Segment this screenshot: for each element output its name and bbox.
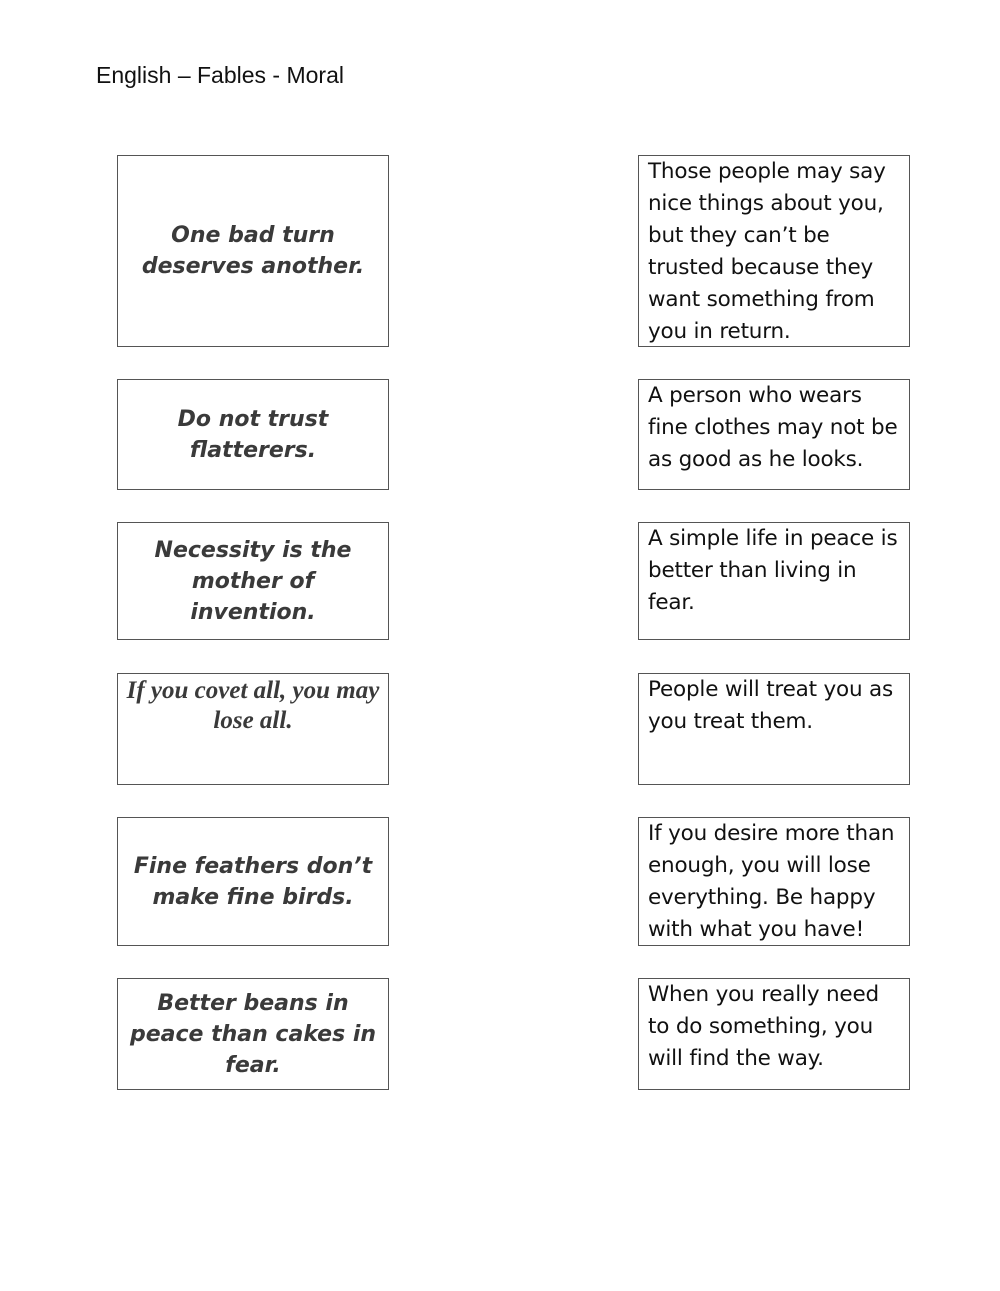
moral-card-3[interactable] (117, 522, 389, 640)
meaning-card-1[interactable] (638, 155, 910, 347)
meaning-card-3[interactable] (638, 522, 910, 640)
moral-card-5[interactable] (117, 817, 389, 946)
moral-text: One bad turn deserves another. (141, 223, 365, 279)
meaning-card-4[interactable] (638, 673, 910, 785)
moral-card-6[interactable] (117, 978, 389, 1090)
moral-text: Fine feathers don’t make fine birds. (133, 853, 373, 910)
moral-card-1[interactable] (117, 155, 389, 347)
meaning-card-6[interactable] (638, 978, 910, 1090)
meaning-card-5[interactable] (638, 817, 910, 946)
meaning-text: If you desire more than enough, you will lose everything. Be happy with what you have! (648, 821, 895, 942)
meaning-card-2[interactable] (638, 379, 910, 490)
meaning-text: Those people may say nice things about you, but they can’t be trusted because they want something from you in return. (648, 159, 886, 344)
moral-text: If you covet all, you may lose all. (126, 677, 380, 734)
meaning-text: People will treat you as you treat them. (648, 677, 893, 734)
meaning-text: When you really need to do something, you will find the way. (648, 982, 879, 1071)
meaning-text: A person who wears fine clothes may not be as good as he looks. (648, 383, 898, 472)
moral-card-4[interactable] (117, 673, 389, 785)
moral-card-2[interactable] (117, 379, 389, 490)
page-title: English – Fables - Moral (96, 62, 344, 88)
moral-text: Better beans in peace than cakes in fear. (129, 990, 377, 1078)
meaning-text: A simple life in peace is better than living in fear. (648, 526, 898, 615)
moral-text: Necessity is the mother of invention. (154, 537, 352, 625)
moral-text: Do not trust flatterers. (177, 406, 329, 463)
